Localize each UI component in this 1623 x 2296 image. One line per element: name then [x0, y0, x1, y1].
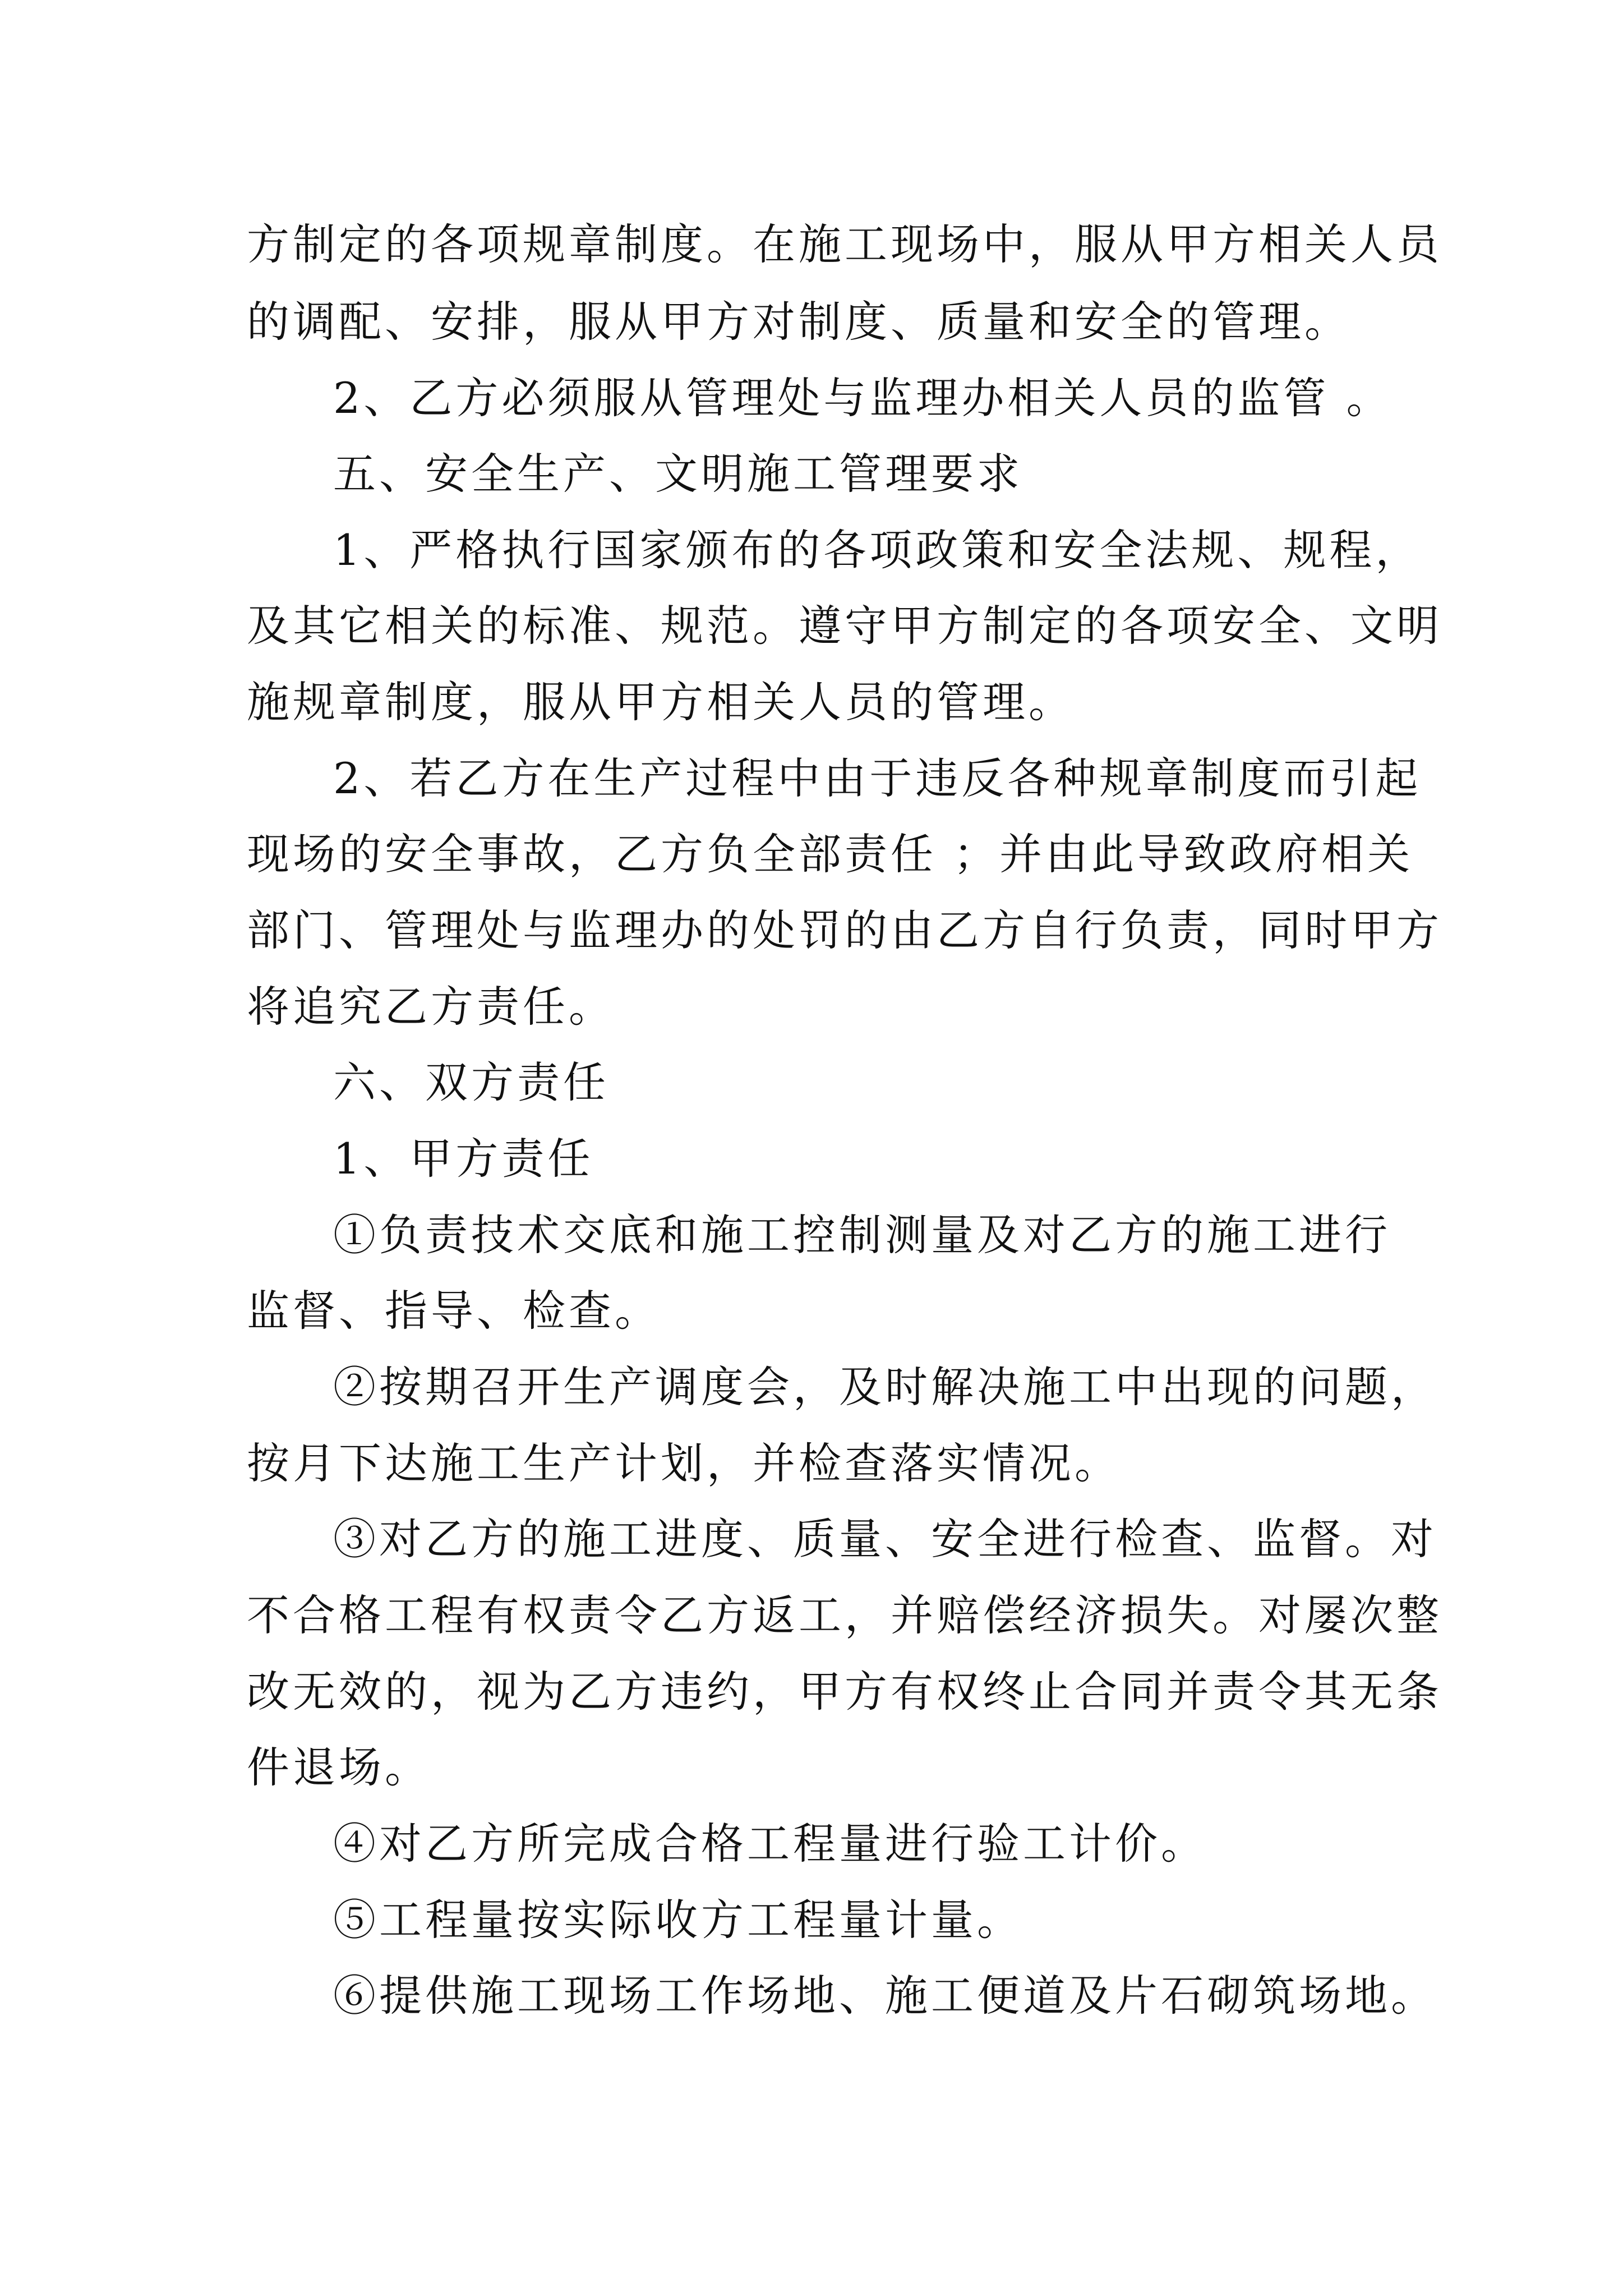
text-line: 监督、指导、检查。	[247, 1286, 661, 1336]
text-line: 的调配、安排，服从甲方对制度、质量和安全的管理。	[247, 297, 1350, 347]
text-line: ⑤工程量按实际收方工程量计量。	[333, 1895, 1023, 1945]
text-line: 施规章制度，服从甲方相关人员的管理。	[247, 677, 1075, 727]
text-line: 按月下达施工生产计划，并检查落实情况。	[247, 1438, 1121, 1488]
text-line: 件退场。	[247, 1742, 431, 1792]
text-line: ④对乙方所完成合格工程量进行验工计价。	[333, 1819, 1207, 1869]
section-heading: 六、双方责任	[333, 1057, 609, 1107]
text-line: 2、若乙方在生产过程中由于违反各种规章制度而引起	[333, 753, 1422, 803]
text-line: ③对乙方的施工进度、质量、安全进行检查、监督。对	[333, 1514, 1437, 1564]
text-line: 方制定的各项规章制度。在施工现场中，服从甲方相关人员	[247, 219, 1442, 269]
text-line: ⑥提供施工现场工作场地、施工便道及片石砌筑场地。	[333, 1971, 1437, 2021]
text-line: 1、严格执行国家颁布的各项政策和安全法规、规程，	[333, 525, 1422, 575]
text-line: 改无效的，视为乙方违约，甲方有权终止合同并责令其无条	[247, 1667, 1442, 1717]
text-line: 将追究乙方责任。	[247, 982, 615, 1032]
section-heading: 五、安全生产、文明施工管理要求	[333, 449, 1023, 499]
text-line: 现场的安全事故，乙方负全部责任 ；并由此导致政府相关	[247, 829, 1414, 879]
text-line: 及其它相关的标准、规范。遵守甲方制定的各项安全、文明	[247, 601, 1442, 651]
subsection-heading: 1、甲方责任	[333, 1134, 594, 1184]
text-line: ②按期召开生产调度会，及时解决施工中出现的问题，	[333, 1362, 1437, 1412]
text-line: 不合格工程有权责令乙方返工，并赔偿经济损失。对屡次整	[247, 1590, 1442, 1640]
text-line: 2、乙方必须服从管理处与监理办相关人员的监管 。	[333, 373, 1393, 423]
text-line: ①负责技术交底和施工控制测量及对乙方的施工进行	[333, 1210, 1391, 1260]
text-line: 部门、管理处与监理办的处罚的由乙方自行负责，同时甲方	[247, 905, 1442, 955]
